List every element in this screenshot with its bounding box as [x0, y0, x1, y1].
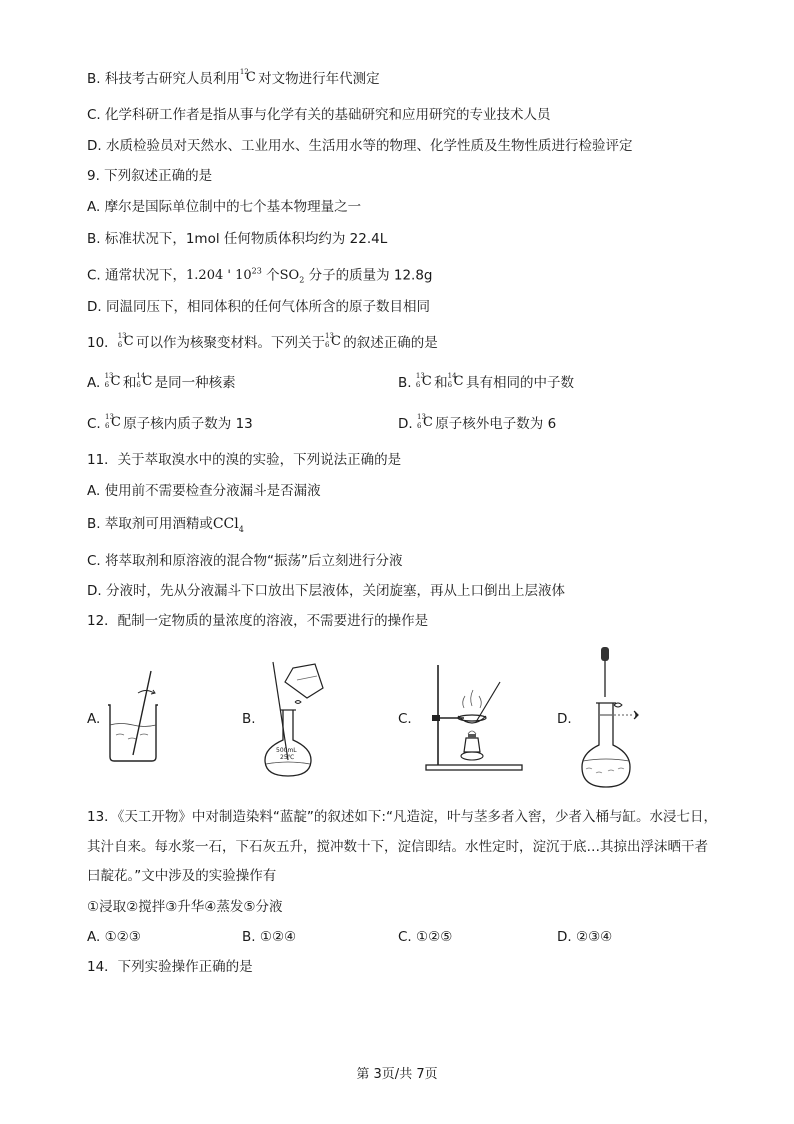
q8-option-d: D. 水质检验员对天然水、工业用水、生活用水等的物理、化学性质及生物性质进行检验评定 [87, 138, 633, 154]
q9-option-a: A. 摩尔是国际单位制中的七个基本物理量之一 [87, 199, 362, 215]
q13-option-a: A. ①②③ [87, 929, 141, 945]
q9-stem: 9. 下列叙述正确的是 [87, 168, 213, 184]
q9-option-b: B. 标准状况下，1mol 任何物质体积均约为 22.4L [87, 231, 388, 247]
q11-option-b: B. 萃取剂可用酒精或CCl$_4$ [87, 516, 244, 534]
q10-option-c: C. 13 6 C 原子核内质子数为 13 [87, 413, 253, 432]
volumetric-flask-transfer-diagram [255, 660, 335, 780]
q12-stem: 12．配制一定物质的量浓度的溶液，不需要进行的操作是 [87, 613, 429, 629]
q8-option-b-text: B. 科技考古研究人员利用 [87, 71, 240, 87]
isotope-c13: 13 6 C [117, 332, 134, 349]
q10-option-d: D. 13 6 C 原子核外电子数为 6 [398, 413, 557, 432]
q13-items: ①浸取②搅拌③升华④蒸发⑤分液 [87, 899, 283, 915]
q10-option-a: A. 13 6 C 和 14 6 C 是同一种核素 [87, 372, 236, 391]
q10-stem: 10． 13 6 C 可以作为核聚变材料。下列关于 13 6 C 的叙述正确的是 [87, 332, 438, 351]
q13-option-b: B. ①②④ [242, 929, 297, 945]
q9-option-c: C. 通常状况下，1.204 ' $10^{23}$ 个$SO_2$ 分子的质量为 12.8g [87, 267, 433, 285]
evaporation-diagram [420, 660, 530, 775]
svg-text:500mL: 500mL [276, 747, 297, 754]
isotope-c13: 13 6 C [324, 332, 341, 349]
q12-label-c: C. [398, 711, 412, 727]
q8-option-c: C. 化学科研工作者是指从事与化学有关的基础研究和应用研究的专业技术人员 [87, 107, 551, 123]
q13-stem-line2: 其汁自来。每水浆一石，下石灰五升，搅冲数十下，淀信即结。水性定时，淀沉于底…其掠出浮沫晒干者 [87, 839, 708, 855]
beaker-stirring-diagram [100, 665, 170, 765]
q13-stem-line3: 曰靛花。”文中涉及的实验操作有 [87, 868, 277, 884]
q9-option-d: D. 同温同压下，相同体积的任何气体所含的原子数目相同 [87, 299, 430, 315]
q12-label-a: A. [87, 711, 101, 727]
q11-option-a: A. 使用前不需要检查分液漏斗是否漏液 [87, 483, 321, 499]
q8-isotope: 12 C [239, 68, 256, 85]
svg-text:25℃: 25℃ [280, 754, 295, 761]
q11-option-c: C. 将萃取剂和原溶液的混合物“振荡”后立刻进行分液 [87, 553, 403, 569]
q8-option-b: B. 科技考古研究人员利用 12 C 对文物进行年代测定 [87, 68, 380, 87]
q12-label-b: B. [242, 711, 256, 727]
q11-stem: 11．关于萃取溴水中的溴的实验，下列说法正确的是 [87, 452, 402, 468]
q13-option-d: D. ②③④ [557, 929, 613, 945]
q12-label-d: D. [557, 711, 572, 727]
page-footer: 第 3页/共 7页 [356, 1067, 438, 1082]
q14-stem: 14．下列实验操作正确的是 [87, 959, 253, 975]
q10-option-b: B. 13 6 C 和 14 6 C 具有相同的中子数 [398, 372, 574, 391]
volumetric-flask-dropper-diagram [578, 645, 668, 795]
q11-option-d: D. 分液时，先从分液漏斗下口放出下层液体，关闭旋塞，再从上口倒出上层液体 [87, 583, 565, 599]
q13-stem-line1: 13．《天工开物》中对制造染料“蓝靛”的叙述如下:“凡造淀，叶与茎多者入窖，少者入桶与缸。水浸七日， [87, 809, 717, 825]
q13-option-c: C. ①②⑤ [398, 929, 453, 945]
